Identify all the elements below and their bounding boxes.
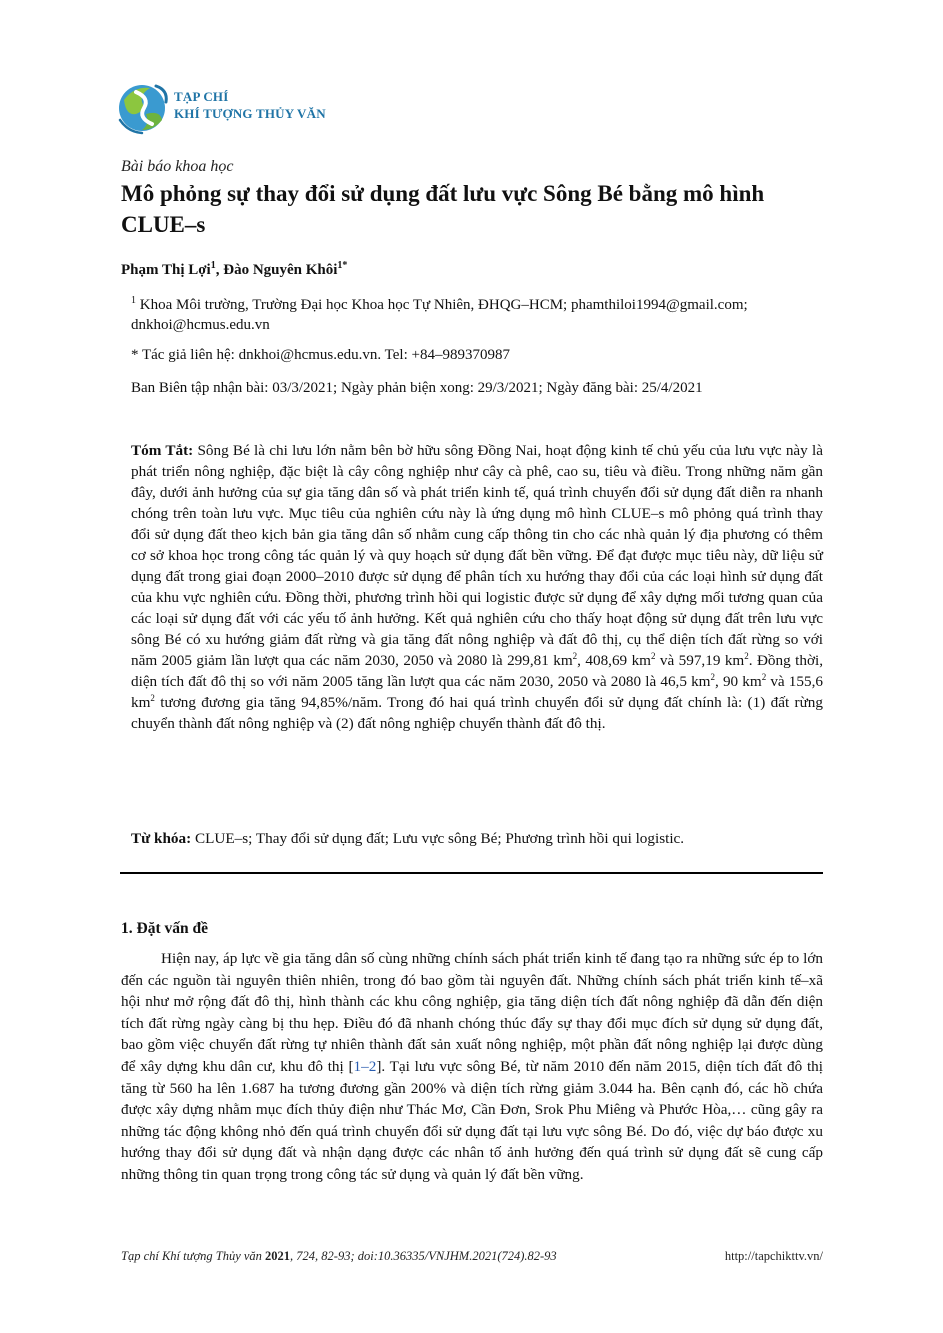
body-text: ]. Tại lưu vực sông Bé, từ năm 2010 đến năm 2015, diện tích đất đô thị tăng từ 560 ha lên 1.687 ha tương đương gần 200% và diện tích rừng giảm 3.044 ha. Bên cạnh đó, các hồ chứa được xây dựng nhằm mục đích thủy điện như Thác Mơ, Cần Đơn, Srok Phu Miêng và Phước Hòa,… cũng gây ra những tác động không nhỏ đến quá trình chuyển đổi sử dụng đất tại lưu vực sông Bé. Do đó, việc dự báo được xu hướng thay đổi sử dụng đất và nhận dạng được các nhân tố ảnh hưởng đến quá trình sử dụng đất sẽ cung cấp những thông tin quan trọng trong công tác sử dụng và quản lý đất bền vững. (121, 1057, 823, 1183)
author-affiliation-mark: 1* (337, 260, 348, 271)
affiliation (131, 291, 823, 335)
author-affiliation-mark: 1 (210, 260, 216, 271)
keywords-text: CLUE–s; Thay đổi sử dụng đất; Lưu vực sông Bé; Phương trình hồi qui logistic. (191, 830, 685, 847)
body-text: Hiện nay, áp lực về gia tăng dân số cùng những chính sách phát triển kinh tế đang tạo ra những sức ép to lớn đến các nguồn tài nguyên thiên nhiên, trong đó bao gồm tài nguyên đất. Những chính sách phát triển kinh tế–xã hội như mở rộng đất đô thị, hình thành các khu công nghiệp, gia tăng diện tích đất nông nghiệp đã dẫn đến diện tích đất rừng ngày càng bị thu hẹp. Điều đó đã nhanh chóng thúc đẩy sự thay đổi mục đích sử dụng sử dụng đất, bao gồm việc chuyển đất rừng tự nhiên thành đất sản xuất nông nghiệp, một phần đất nông nghiệp lại được dùng để xây dựng khu dân cư, khu đô thị [ (121, 950, 823, 1075)
corresponding-author: * Tác giả liên hệ: dnkhoi@hcmus.edu.vn. Tel: +84–989370987 (131, 347, 510, 363)
abstract-text: . Đồng thời, diện tích đất đô thị so với năm 2005 tăng lần lượt qua các năm 2030, 2050 và 2080 là 46,5 km (131, 652, 823, 690)
keywords-label: Từ khóa: (131, 830, 192, 847)
superscript: 2 (744, 650, 749, 661)
page-footer (121, 1249, 823, 1264)
abstract (131, 440, 823, 734)
body-paragraph (121, 948, 823, 1186)
superscript: 2 (150, 692, 155, 703)
footer-journal: Tạp chí Khí tượng Thủy văn (121, 1249, 266, 1263)
logo-line-2: KHÍ TƯỢNG THỦY VĂN (174, 106, 326, 121)
footer-volume-doi: , 724, 82-93; doi:10.36335/VNJHM.2021(724).82-93 (290, 1249, 557, 1263)
superscript: 2 (650, 650, 656, 661)
section-divider (120, 872, 823, 874)
author-list (121, 260, 347, 279)
journal-logo (116, 80, 376, 136)
abstract-text: , 90 km (715, 673, 762, 690)
author-name: Đào Nguyên Khôi (223, 262, 338, 278)
superscript: 2 (572, 650, 578, 661)
abstract-text: Sông Bé là chi lưu lớn nằm bên bờ hữu sông Đồng Nai, hoạt động kinh tế chủ yếu của lưu vực này là phát triển nông nghiệp, đặc biệt là cây công nghiệp như cây cà phê, cao su, tiêu và điều. Trong những năm gần đây, dưới ảnh hưởng của sự gia tăng dân số và phát triển kinh tế, quá trình chuyển đổi sử dụng đất diễn ra nhanh chóng trên toàn lưu vực. Mục tiêu của nghiên cứu này là ứng dụng mô hình CLUE–s mô phỏng quá trình thay đổi sử dụng đất theo kịch bản gia tăng dân số nhằm cung cấp thông tin cho các nhà quản lý địa phương có thêm cơ sở khoa học trong công tác quản lý và quy hoạch sử dụng đất bền vững. Để đạt được mục tiêu này, dữ liệu sử dụng đất trong giai đoạn 2000–2010 được sử dụng để phân tích xu hướng thay đổi của các loại hình sử dụng đất của khu vực nghiên cứu. Đồng thời, phương trình hồi qui logistic được sử dụng để xây dựng mối tương quan của các loại sử dụng đất với các yếu tố ảnh hưởng. Kết quả nghiên cứu cho thấy hoạt động sử dụng đất trên lưu vực sông Bé có xu hướng giảm đất rừng và gia tăng đất nông nghiệp và đất đô thị, cụ thể diện tích đất rừng so với năm 2005 giảm lần lượt qua các năm 2030, 2050 và 2080 là 299,81 km (131, 442, 823, 669)
author-name: Phạm Thị Lợi (121, 262, 211, 278)
citation-link[interactable]: 1–2 (353, 1057, 377, 1075)
globe-logo-icon (116, 80, 174, 136)
abstract-text: tương đương gia tăng 94,85%/năm. Trong đó hai quá trình chuyển đổi sử dụng đất chính là: (1) đất rừng chuyển thành đất nông nghiệp và (2) đất nông nghiệp chuyển thành đất đô thị. (131, 694, 823, 732)
abstract-text: và 155,6 km (131, 673, 823, 711)
footer-year: 2021 (265, 1249, 291, 1263)
affiliation-mark: 1 (131, 295, 136, 306)
journal-logo-text (174, 88, 326, 122)
superscript: 2 (761, 671, 767, 682)
affiliation-text: Khoa Môi trường, Trường Đại học Khoa học Tự Nhiên, ĐHQG–HCM; phamthiloi1994@gmail.com; dnkhoi@hcmus.edu.vn (131, 297, 748, 333)
article-type: Bài báo khoa học (121, 158, 234, 175)
abstract-label: Tóm Tắt: (131, 442, 194, 459)
section-heading: 1. Đặt vấn đề (121, 920, 208, 937)
abstract-text: , 408,69 km (577, 652, 651, 669)
abstract-text: và 597,19 km (655, 652, 745, 669)
keywords (131, 830, 831, 848)
paper-title: Mô phỏng sự thay đổi sử dụng đất lưu vực Sông Bé bằng mô hình CLUE–s (121, 181, 765, 237)
footer-citation (121, 1249, 557, 1263)
author-separator: , (215, 262, 224, 278)
submission-dates: Ban Biên tập nhận bài: 03/3/2021; Ngày phản biện xong: 29/3/2021; Ngày đăng bài: 25/4/2021 (131, 380, 703, 396)
superscript: 2 (710, 671, 715, 682)
logo-line-1: TẠP CHÍ (174, 89, 229, 104)
footer-url[interactable]: http://tapchikttv.vn/ (724, 1249, 823, 1263)
